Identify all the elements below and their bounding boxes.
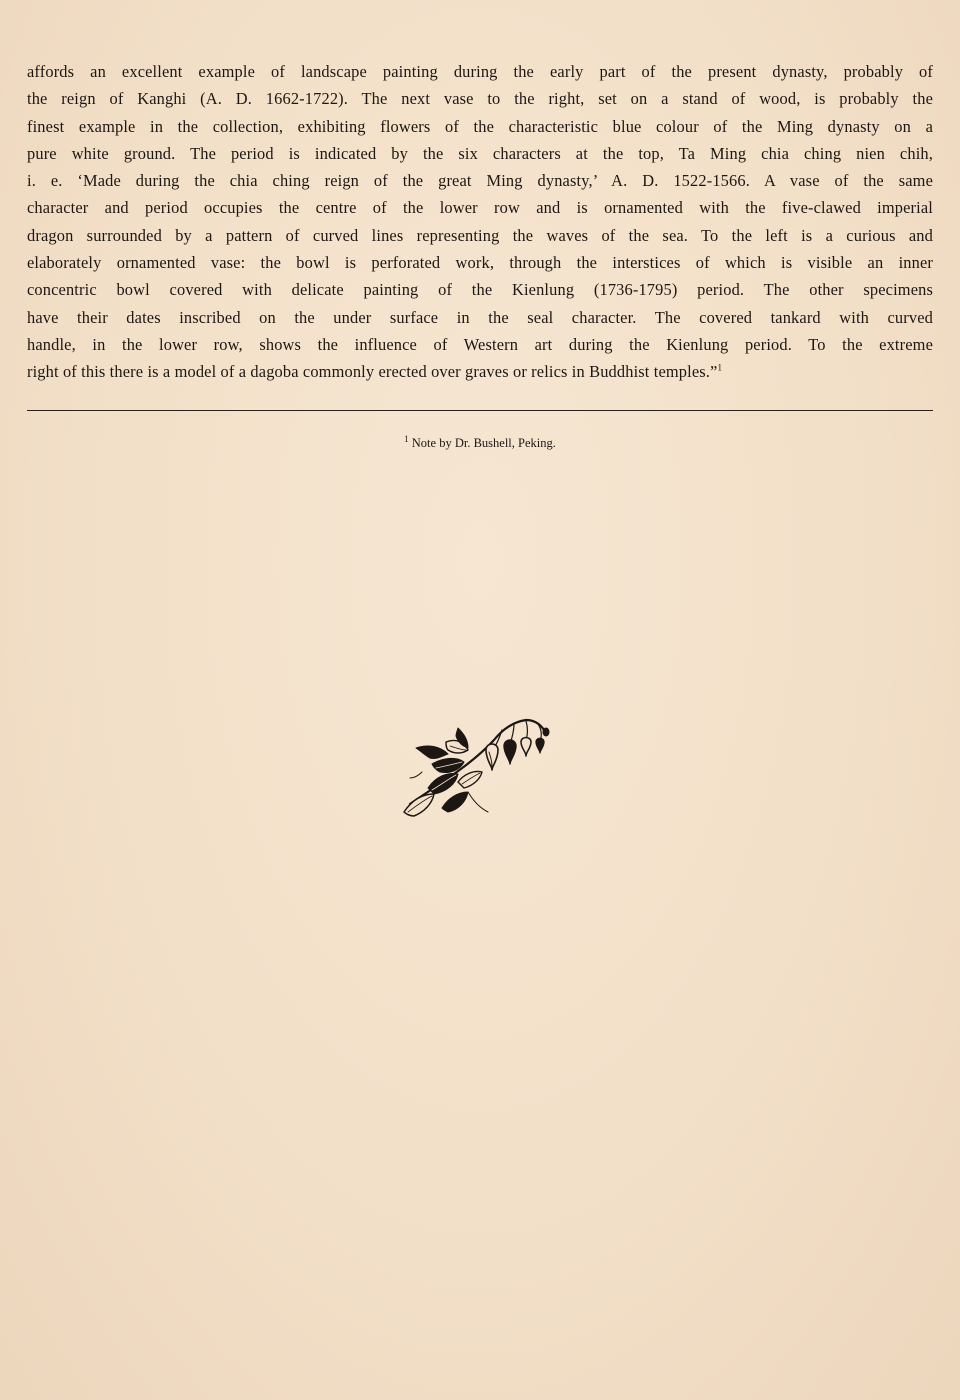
bleeding-heart-flower-sprig-icon	[402, 712, 552, 824]
footnote-divider	[27, 410, 933, 411]
text-line: handle, in the lower row, shows the influence of Western art during the Kienlung period. To the extreme	[27, 334, 933, 354]
body-paragraph	[27, 58, 933, 386]
text-line: the reign of Kanghi (A. D. 1662-1722). The next vase to the right, set on a stand of wood, is probably the	[27, 89, 933, 109]
footnote-text: Note by Dr. Bushell, Peking.	[411, 436, 556, 450]
text-line: dragon surrounded by a pattern of curved lines representing the waves of the sea. To the left is a curious and	[27, 225, 933, 245]
footnote-reference: 1	[717, 362, 723, 373]
text-line: character and period occupies the centre of the lower row and is ornamented with the five-clawed imperial	[27, 198, 933, 218]
text-line: i. e. ‘Made during the chia ching reign of the great Ming dynasty,’ A. D. 1522-1566. A vase of the same	[27, 171, 933, 191]
text-line: affords an excellent example of landscape painting during the early part of the present dynasty, probably of	[27, 62, 933, 81]
footnote	[0, 433, 960, 451]
text-line: pure white ground. The period is indicated by the six characters at the top, Ta Ming chia ching nien chih,	[27, 143, 933, 163]
text-line-final	[27, 358, 933, 385]
footnote-marker: 1	[404, 433, 409, 444]
text-line: finest example in the collection, exhibiting flowers of the characteristic blue colour of the Ming dynasty on a	[27, 116, 933, 136]
text-line: elaborately ornamented vase: the bowl is perforated work, through the interstices of which is visible an inner	[27, 253, 933, 273]
text-line: have their dates inscribed on the under surface in the seal character. The covered tankard with curved	[27, 307, 933, 327]
text-line-final-content: right of this there is a model of a dagoba commonly erected over graves or relics in Buddhist temples.”	[27, 362, 718, 382]
text-line: concentric bowl covered with delicate painting of the Kienlung (1736-1795) period. The other specimens	[27, 280, 933, 300]
